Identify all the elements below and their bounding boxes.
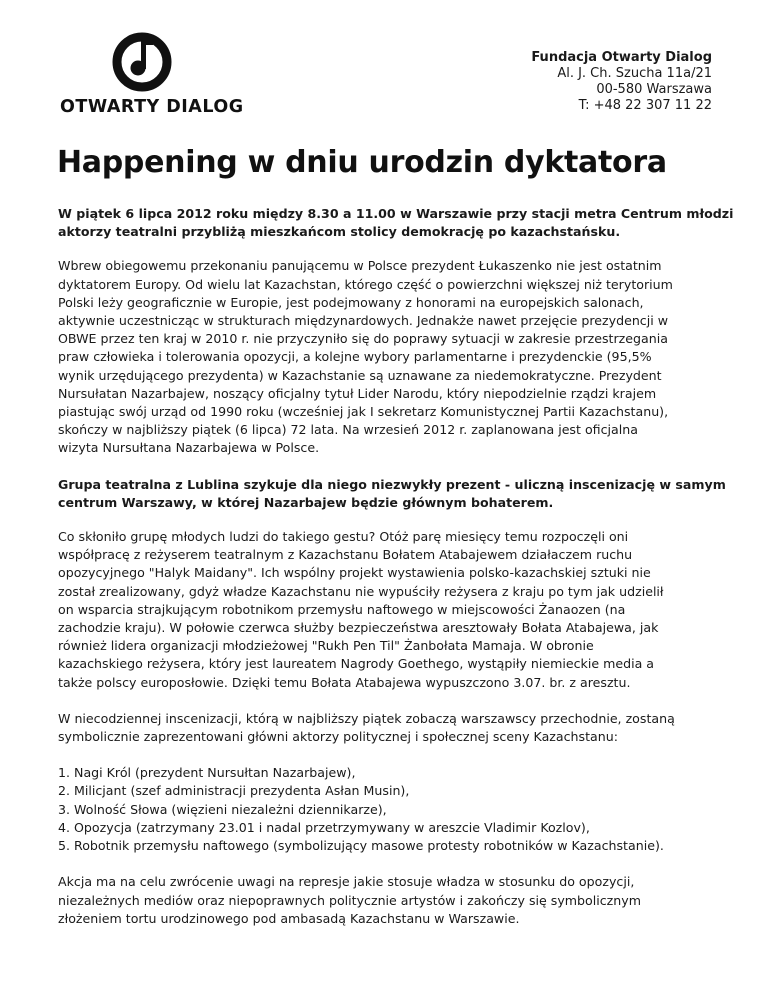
list-item: 2. Milicjant (szef administracji prezydenta Asłan Musin), (58, 783, 410, 799)
text-line: niezależnych mediów oraz niepoprawnych politycznie artystów i zakończy się symbolicznym (58, 892, 641, 908)
paragraph-conclusion (58, 873, 714, 928)
list-item: 4. Opozycja (zatrzymany 23.01 i nadal przetrzymywany w areszcie Vladimir Kozlov), (58, 819, 590, 835)
text-line: także polscy europosłowie. Dzięki temu Bołata Atabajewa wypuszczono 3.07. br. z aresztu. (58, 674, 631, 690)
document-title: Happening w dniu urodzin dyktatora (57, 145, 667, 180)
text-line: symbolicznie zaprezentowani główni aktorzy politycznej i społecznej sceny Kazachstanu: (58, 729, 618, 745)
address-street: Al. J. Ch. Szucha 11a/21 (557, 66, 712, 81)
text-line: praw człowieka i tolerowania opozycji, a kolejne wybory parlamentarne i prezydenckie (95,5% (58, 349, 652, 365)
text-line: wizyta Nursułtana Nazarbajewa w Polsce. (58, 440, 320, 456)
text-line: zachodzie kraju). W połowie czerwca służby bezpieczeństwa aresztowały Bołata Atabajewa, jak (58, 620, 659, 636)
text-line: piastując swój urząd od 1990 roku (wcześniej jak I sekretarz Komunistycznej Partii Kazachstanu), (58, 404, 669, 420)
text-line: został zrealizowany, gdyż władze Kazachstanu nie wypuściły reżysera z kraju po tym jak udzielił (58, 583, 664, 599)
text-line: on wsparcia strajkującym robotnikom przemysłu naftowego w miejscowości Żanaozen (na (58, 601, 626, 617)
logo (60, 30, 244, 120)
lead-line: aktorzy teatralni przybliżą mieszkańcom stolicy demokrację po kazachstańsku. (58, 224, 621, 240)
text-line: złożeniem tortu urodzinowego pod ambasadą Kazachstanu w Warszawie. (58, 910, 520, 926)
text-line: opozycyjnego "Halyk Maidany". Ich wspólny projekt wystawienia polsko-kazachskiej sztuki nie (58, 565, 651, 581)
paragraph-highlight (58, 476, 726, 512)
text-line: Nursułatan Nazarbajew, noszący oficjalny tytuł Lider Narodu, który niepodzielnie rządzi krajem (58, 385, 657, 401)
text-line: Grupa teatralna z Lublina szykuje dla niego niezwykły prezent - uliczną inscenizację w samym (58, 476, 726, 492)
text-line: wynik urzędującego prezydenta) w Kazachstanie są uznawane za niedemokratyczne. Prezydent (58, 367, 662, 383)
paragraph-intro (58, 257, 714, 457)
characters-list (58, 764, 714, 855)
note-circle-icon (110, 30, 174, 94)
list-item: 3. Wolność Słowa (więzieni niezależni dziennikarze), (58, 801, 387, 817)
text-line: centrum Warszawy, w której Nazarbajew będzie głównym bohaterem. (58, 494, 554, 510)
text-line: Akcja ma na celu zwrócenie uwagi na represje jakie stosuje władza w stosunku do opozycji, (58, 874, 635, 890)
logo-text: OTWARTY DIALOG (60, 97, 244, 117)
text-line: również lidera organizacji młodzieżowej "Rukh Pen Til" Żanbołata Mamaja. W obronie (58, 638, 594, 654)
paragraph-background (58, 528, 714, 692)
text-line: współpracę z reżyserem teatralnym z Kazachstanu Bołatem Atabajewem działaczem ruchu (58, 547, 633, 563)
list-item: 1. Nagi Król (prezydent Nursułtan Nazarbajew), (58, 765, 356, 781)
document-body (58, 205, 734, 946)
text-line: skończy w najbliższy piątek (6 lipca) 72 lata. Na wrzesień 2012 r. zaplanowana jest oficjalna (58, 422, 638, 438)
list-item: 5. Robotnik przemysłu naftowego (symbolizujący masowe protesty robotników w Kazachstanie). (58, 838, 664, 854)
text-line: aktywnie uczestnicząc w strukturach międzynardowych. Jednakże nawet przejęcie prezydencji w (58, 313, 669, 329)
text-line: OBWE przez ten kraj w 2010 r. nie przyczyniło się do poprawy sytuacji w zakresie przestrzegania (58, 331, 668, 347)
paragraph-staging (58, 710, 714, 746)
text-line: W niecodziennej inscenizacji, którą w najbliższy piątek zobaczą warszawscy przechodnie, zostaną (58, 710, 675, 726)
text-line: Wbrew obiegowemu przekonaniu panującemu w Polsce prezydent Łukaszenko nie jest ostatnim (58, 258, 662, 274)
text-line: Co skłoniło grupę młodych ludzi do takiego gestu? Otóż parę miesięcy temu rozpoczęli oni (58, 529, 629, 545)
address-block (531, 50, 712, 114)
text-line: kazachskiego reżysera, który jest laureatem Nagrody Goethego, wystąpiły niemieckie media a (58, 656, 655, 672)
text-line: dyktatorem Europy. Od wielu lat Kazachstan, którego część o powierzchni większej niż terytorium (58, 276, 673, 292)
lead-paragraph (58, 205, 734, 241)
text-line: Polski leży geograficznie w Europie, jest podejmowany z honorami na europejskich salonach, (58, 294, 644, 310)
address-phone: T: +48 22 307 11 22 (578, 98, 712, 113)
lead-line: W piątek 6 lipca 2012 roku między 8.30 a 11.00 w Warszawie przy stacji metra Centrum młodzi (58, 206, 734, 221)
organization-name: Fundacja Otwarty Dialog (531, 50, 712, 65)
address-city: 00-580 Warszawa (596, 82, 712, 97)
